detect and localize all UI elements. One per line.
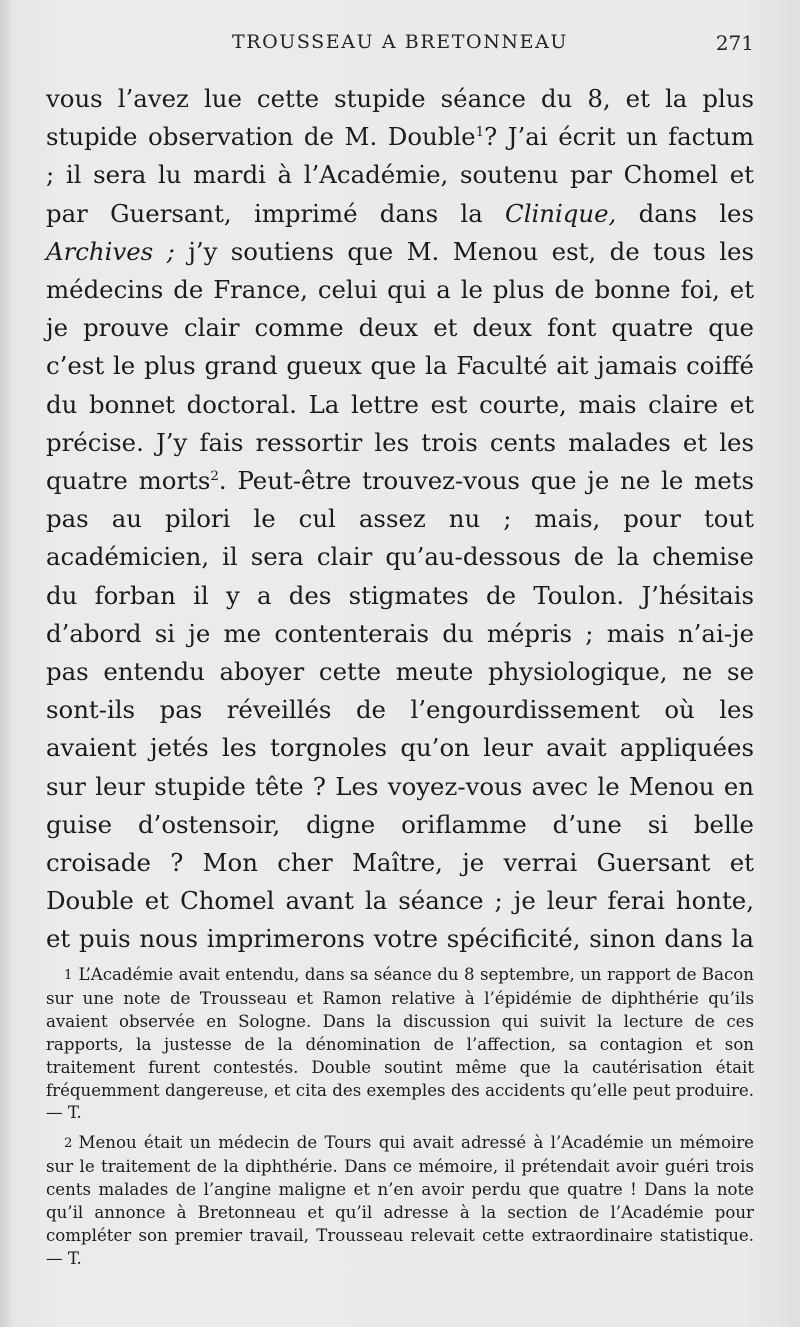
text-segment: vous l’avez lue cette stupide séance du 8, et la plus stupide observation de M. Double (46, 84, 754, 152)
text-segment: j’y soutiens que M. Menou est, de tous les médecins de France, celui qui a le plus de bonne foi, et je prouve clair comme deux et deux font quatre que c’est le plus grand gueux que la Faculté ait jamais coiffé du bonnet doctoral. La lettre est courte, mais claire et précise. J’y fais ressortir les trois cents malades et les quatre morts (46, 236, 754, 496)
footnote-text: Menou était un médecin de Tours qui avait adressé à l’Académie un mémoire sur le traitement de la diphthérie. Dans ce mémoire, il prétendait avoir guéri trois cents malades de l’angine maligne et n’en avoir perdu que quatre ! Dans la note qu’il annonce à Bretonneau et qu’il adresse à la section de l’Académie pour compléter son premier travail, Trousseau relevait cette extraordinaire statistique. — T. (46, 1133, 754, 1268)
footnote-mark: 2 (64, 1136, 73, 1152)
body-text (46, 80, 754, 959)
text-segment: ? J’ai écrit un factum ; il sera lu mardi à l’Académie, soutenu par Chomel et par Guersant, imprimé dans la (46, 122, 754, 228)
italic-title-clinique: Clinique, (505, 198, 617, 228)
footnote-ref-1: 1 (475, 125, 485, 141)
italic-title-archives: Archives ; (46, 236, 175, 266)
text-segment: . Peut-être trouvez-vous que je ne le mets pas au pilori le cul assez nu ; mais, pour tout académicien, il sera clair qu’au-dessous de la chemise du forban il y a des stigmates de Toulon. J’hésitais d’abord si je me contenterais du mépris ; mais n’ai-je pas entendu aboyer cette meute physiologique, ne se sont-ils pas réveillés de l’engourdissement où les avaient jetés les torgnoles qu’on leur avait appliquées sur leur stupide tête ? Les voyez-vous avec le Menou en guise d’ostensoir, digne oriflamme d’une si belle croisade ? Mon cher Maître, je verrai Guersant et Double et Chomel avant la séance ; je leur ferai honte, et puis nous imprimerons votre spécificité, sinon dans la (46, 466, 754, 954)
footnote-ref-2: 2 (210, 468, 219, 484)
running-head (46, 31, 754, 61)
footnote-2 (46, 1132, 754, 1270)
footnotes (46, 964, 754, 1271)
footnote-1 (46, 964, 754, 1125)
running-title: TROUSSEAU A BRETONNEAU (231, 31, 569, 53)
page-number: 271 (715, 31, 754, 55)
main-paragraph (46, 80, 754, 959)
footnote-text: L’Académie avait entendu, dans sa séance du 8 septembre, un rapport de Bacon sur une note de Trousseau et Ramon relative à l’épidémie de diphthérie qu’ils avaient observée en Sologne. Dans la discussion qui suivit la lecture de ces rapports, la justesse de la dénomination de l’affection, sa contagion et son traitement furent contestés. Double soutint même que la cautérisation était fréquemment dangereuse, et cita des exemples des accidents qu’elle peut produire. — T. (46, 965, 754, 1123)
footnote-mark: 1 (64, 968, 73, 983)
text-segment: dans les (616, 198, 754, 228)
